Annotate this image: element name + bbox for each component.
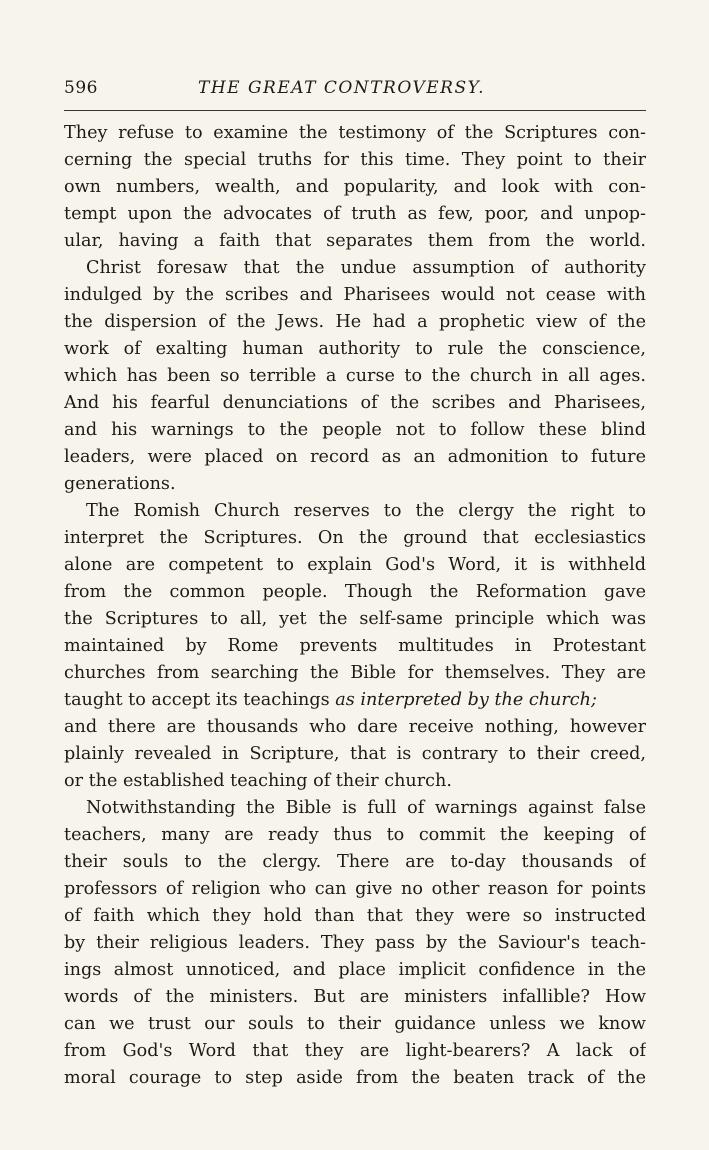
text-line: and his warnings to the people not to follow these blind [64, 420, 646, 440]
header-rule [64, 110, 646, 111]
text-line: of faith which they hold than that they were so instructed [64, 906, 646, 926]
text-line: moral courage to step aside from the beaten track of the [64, 1068, 646, 1088]
text-line: Notwithstanding the Bible is full of warnings against false [86, 798, 646, 818]
text-line: and there are thousands who dare receive nothing, however [64, 717, 646, 737]
text-line: or the established teaching of their church. [64, 771, 452, 791]
text-line: The Romish Church reserves to the clergy the right to [86, 501, 646, 521]
text-line: cerning the special truths for this time. They point to their [64, 150, 646, 170]
text-line-start: taught to accept its teachings [64, 690, 336, 710]
text-line: churches from searching the Bible for themselves. They are [64, 663, 646, 683]
text-line: maintained by Rome prevents multitudes in Protestant [64, 636, 646, 656]
text-line: interpret the Scriptures. On the ground that ecclesiastics [64, 528, 646, 548]
text-line: indulged by the scribes and Pharisees would not cease with [64, 285, 646, 305]
text-line: the dispersion of the Jews. He had a prophetic view of the [64, 312, 646, 332]
text-line: leaders, were placed on record as an admonition to future [64, 447, 646, 467]
text-line: alone are competent to explain God's Word, it is withheld [64, 555, 646, 575]
running-title: THE GREAT CONTROVERSY. [198, 78, 486, 98]
text-line: their souls to the clergy. There are to-day thousands of [64, 852, 646, 872]
text-line: by their religious leaders. They pass by the Saviour's teach- [64, 933, 646, 953]
text-line: from the common people. Though the Reformation gave [64, 582, 646, 602]
text-line: words of the ministers. But are ministers infallible? How [64, 987, 646, 1007]
text-line: plainly revealed in Scripture, that is contrary to their creed, [64, 744, 646, 764]
text-line: which has been so terrible a curse to the church in all ages. [64, 366, 646, 386]
text-line: the Scriptures to all, yet the self-same principle which was [64, 609, 646, 629]
running-head [64, 78, 646, 102]
text-line: can we trust our souls to their guidance unless we know [64, 1014, 646, 1034]
text-line: own numbers, wealth, and popularity, and look with con- [64, 177, 646, 197]
page-number: 596 [64, 78, 98, 98]
text-line: teachers, many are ready thus to commit the keeping of [64, 825, 646, 845]
text-line: tempt upon the advocates of truth as few, poor, and unpop- [64, 204, 646, 224]
text-line: They refuse to examine the testimony of the Scriptures con- [64, 123, 646, 143]
italic-emphasis: as interpreted by the church; [335, 690, 597, 710]
text-line: Christ foresaw that the undue assumption of authority [86, 258, 646, 278]
text-line [64, 687, 646, 714]
body-text [64, 120, 646, 1092]
text-line: from God's Word that they are light-bearers? A lack of [64, 1041, 646, 1061]
text-line: generations. [64, 474, 176, 494]
text-line: And his fearful denunciations of the scribes and Pharisees, [64, 393, 646, 413]
text-line: ular, having a faith that separates them from the world. [64, 231, 646, 251]
text-line: work of exalting human authority to rule the conscience, [64, 339, 646, 359]
text-line: professors of religion who can give no other reason for points [64, 879, 646, 899]
text-line: ings almost unnoticed, and place implicit confidence in the [64, 960, 646, 980]
